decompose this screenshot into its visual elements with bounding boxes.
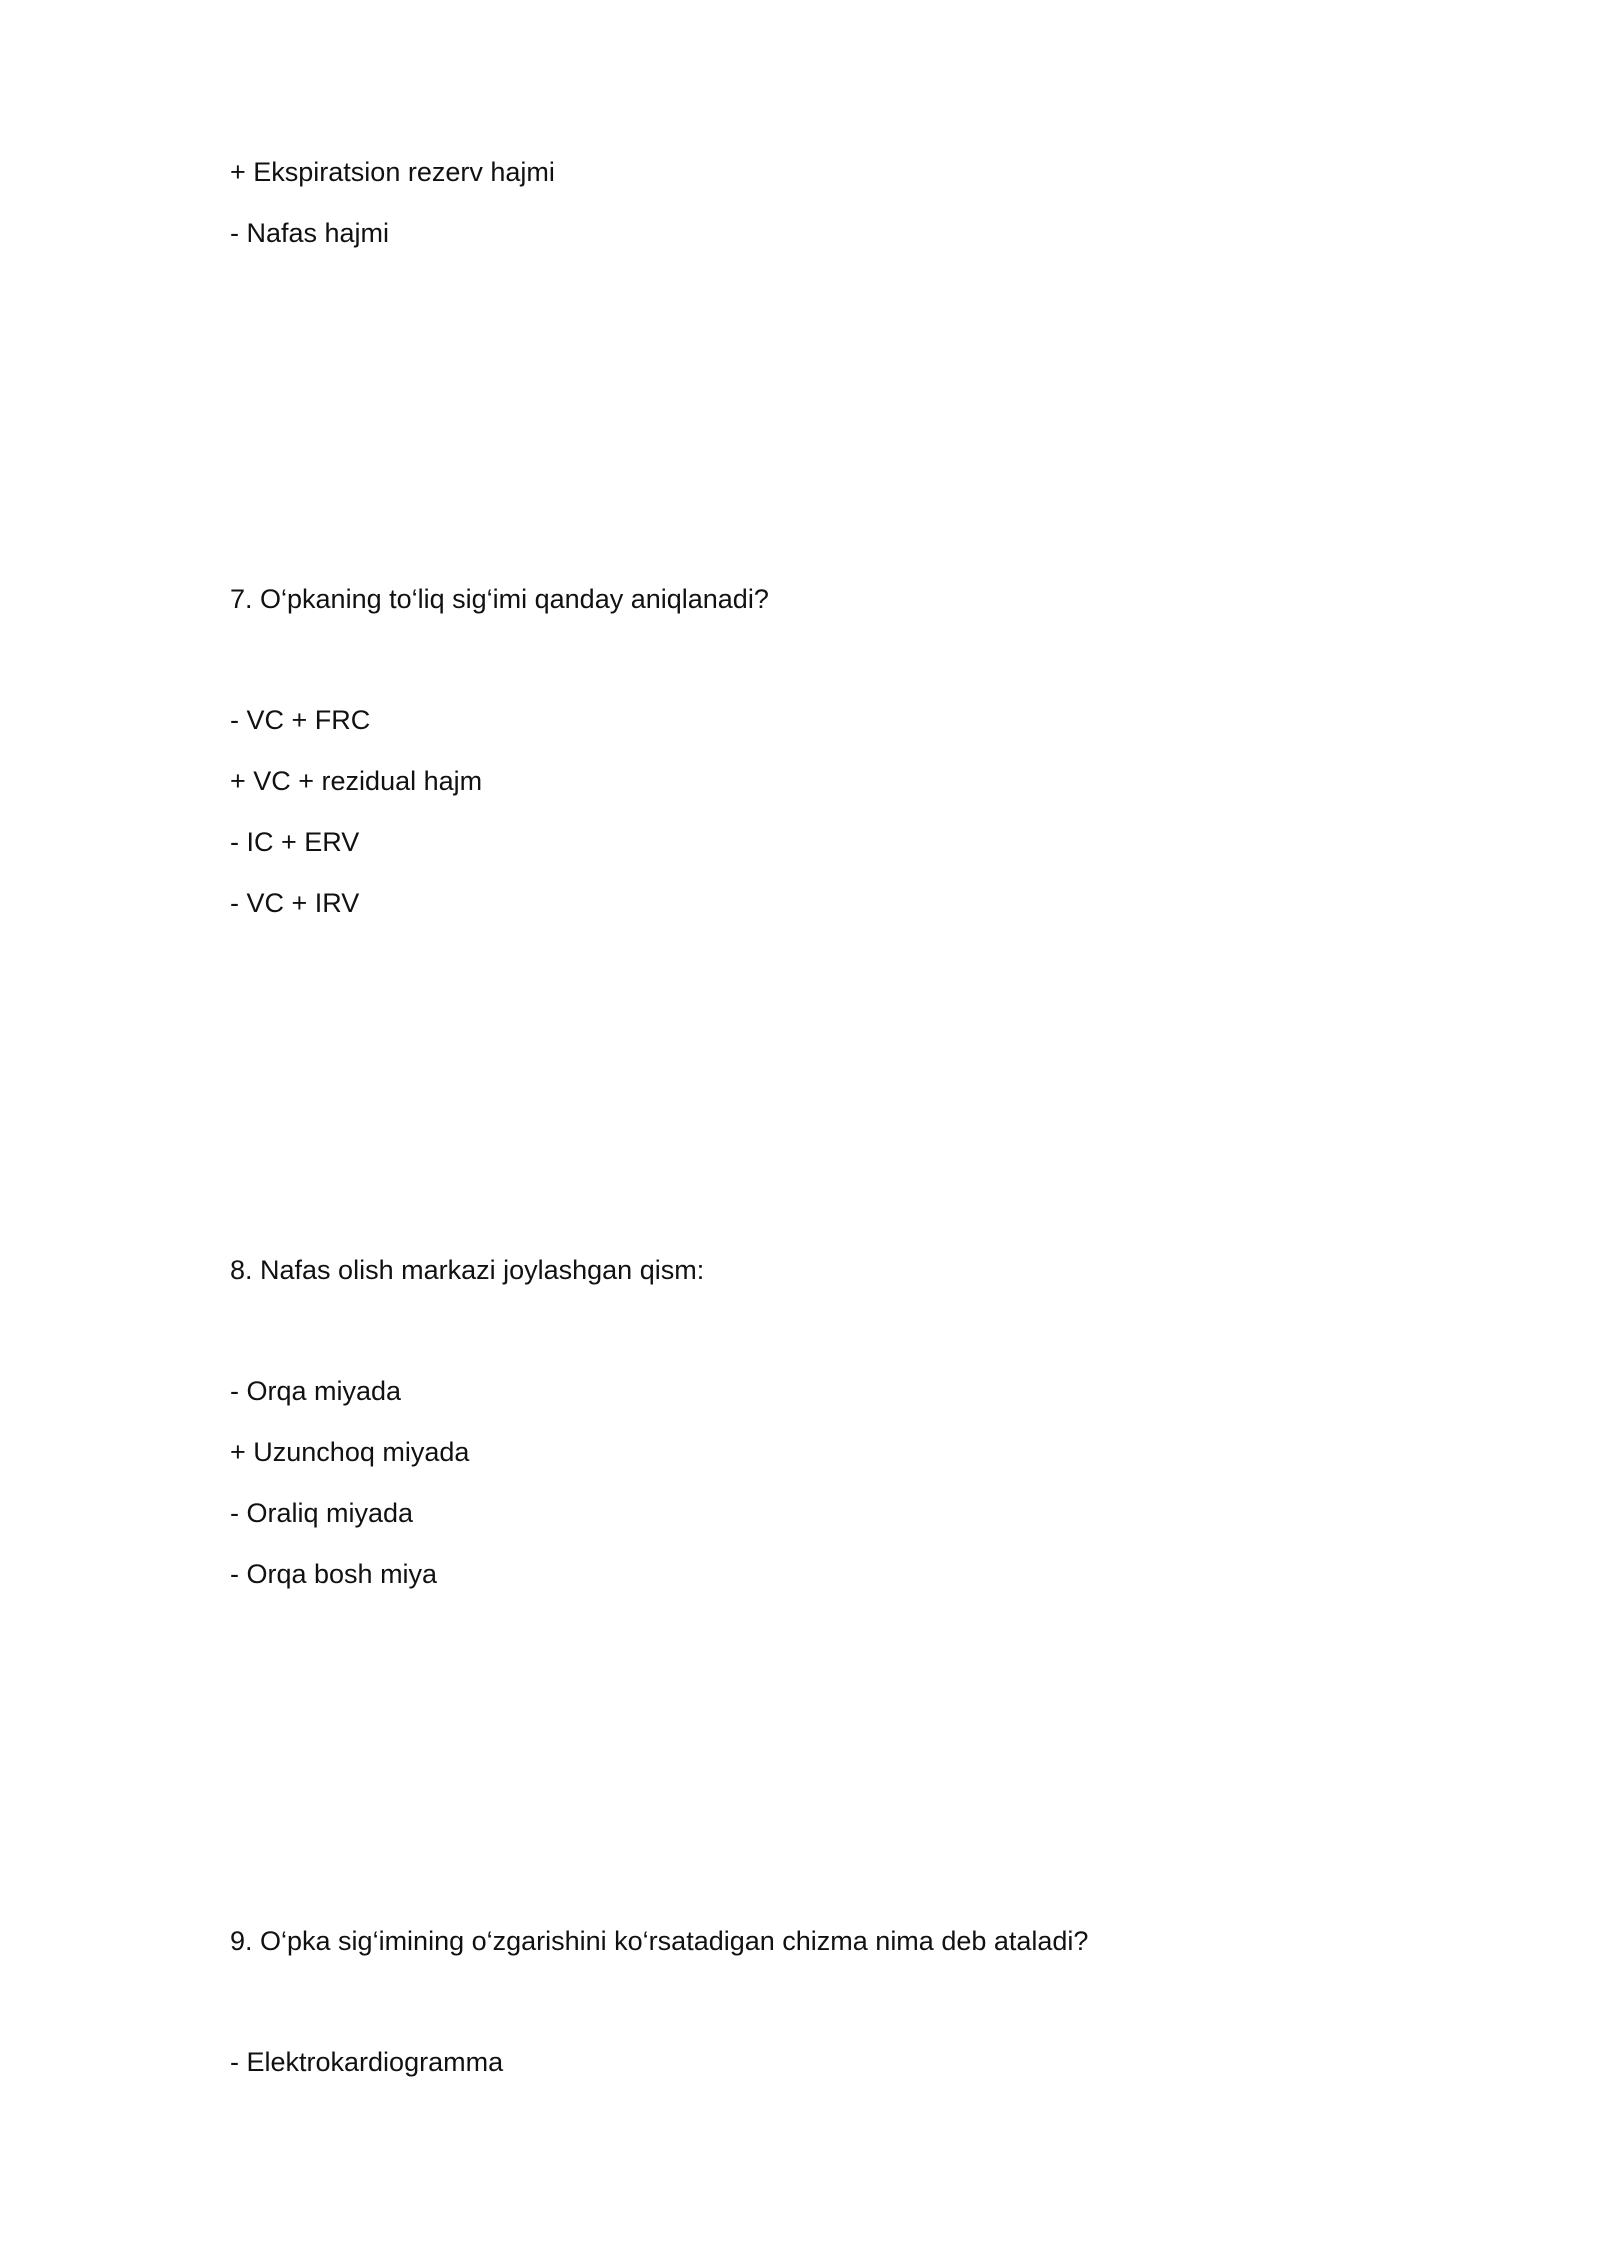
question-title: 7. O‘pkaning to‘liq sig‘imi qanday aniqlanadi? [230,584,769,614]
answer-option: - VC + IRV [230,888,360,918]
answer-option: - IC + ERV [230,827,360,857]
answer-option: - Elektrokardiogramma [230,2047,504,2077]
answer-option: + VC + rezidual hajm [230,766,483,796]
answer-option: + Ekspiratsion rezerv hajmi [230,157,555,187]
answer-option: - Nafas hajmi [230,218,390,248]
question-title: 9. O‘pka sig‘imining o‘zgarishini ko‘rsatadigan chizma nima deb ataladi? [230,1926,1089,1956]
answer-option: - Oraliq miyada [230,1498,414,1528]
answer-option: - Orqa miyada [230,1376,402,1406]
answer-option: - VC + FRC [230,705,371,735]
answer-option: - Orqa bosh miya [230,1559,438,1589]
answer-option: + Uzunchoq miyada [230,1437,470,1467]
question-title: 8. Nafas olish markazi joylashgan qism: [230,1255,705,1285]
